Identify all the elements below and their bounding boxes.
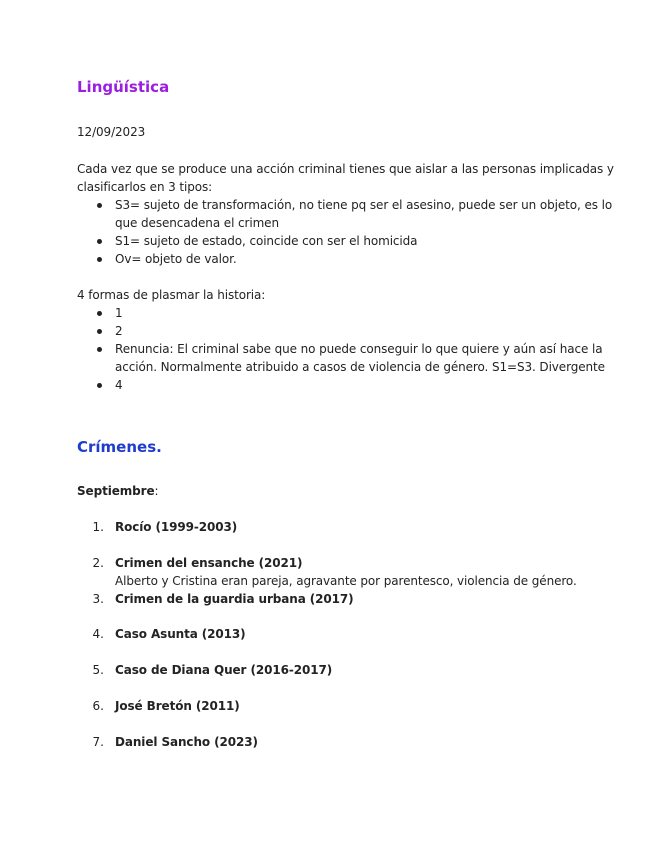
formas-intro: 4 formas de plasmar la historia:: [77, 288, 266, 302]
month-label-text: Septiembre: [77, 484, 155, 498]
crime-title: José Bretón (2011): [115, 699, 240, 713]
bullet-dot: [97, 347, 102, 352]
crime-title: Crimen del ensanche (2021): [115, 556, 303, 570]
crime-title: Crimen de la guardia urbana (2017): [115, 592, 354, 606]
type-item-s3-line2: que desencadena el crimen: [115, 216, 279, 230]
month-label-colon: :: [154, 484, 159, 498]
bullet-dot: [97, 383, 102, 388]
crime-number: 4.: [92, 627, 104, 641]
heading-crimenes: Crímenes.: [77, 438, 162, 456]
month-label: [77, 482, 158, 500]
bullet-dot: [97, 257, 102, 262]
forma-item-renuncia-line2: acción. Normalmente atribuido a casos de violencia de género. S1=S3. Divergente: [115, 360, 605, 374]
crime-number: 2.: [92, 556, 104, 570]
forma-item-renuncia-line1: Renuncia: El criminal sabe que no puede conseguir lo que quiere y aún así hace la: [115, 342, 603, 356]
intro-line-1: Cada vez que se produce una acción criminal tienes que aislar a las personas implicadas y: [77, 162, 614, 176]
bullet-dot: [97, 329, 102, 334]
date-text: 12/09/2023: [77, 125, 146, 139]
type-item-ov: Ov= objeto de valor.: [115, 252, 237, 266]
intro-line-2: clasificarlos en 3 tipos:: [77, 180, 213, 194]
type-item-s1: S1= sujeto de estado, coincide con ser el homicida: [115, 234, 418, 248]
forma-item-2: 2: [115, 324, 123, 338]
forma-item-1: 1: [115, 306, 123, 320]
heading-linguistica: Lingüística: [77, 78, 170, 96]
forma-item-4: 4: [115, 378, 123, 392]
crime-number: 3.: [92, 592, 104, 606]
type-item-s3-line1: S3= sujeto de transformación, no tiene pq ser el asesino, puede ser un objeto, es lo: [115, 198, 613, 212]
crime-title: Caso de Diana Quer (2016-2017): [115, 663, 333, 677]
bullet-dot: [97, 239, 102, 244]
crime-title: Daniel Sancho (2023): [115, 735, 258, 749]
crime-title: Caso Asunta (2013): [115, 627, 246, 641]
bullet-dot: [97, 311, 102, 316]
crime-number: 1.: [92, 520, 104, 534]
crime-number: 6.: [92, 699, 104, 713]
crime-title: Rocío (1999-2003): [115, 520, 238, 534]
crime-number: 5.: [92, 663, 104, 677]
bullet-dot: [97, 203, 102, 208]
crime-note: Alberto y Cristina eran pareja, agravante por parentesco, violencia de género.: [115, 574, 577, 588]
crime-number: 7.: [92, 735, 104, 749]
